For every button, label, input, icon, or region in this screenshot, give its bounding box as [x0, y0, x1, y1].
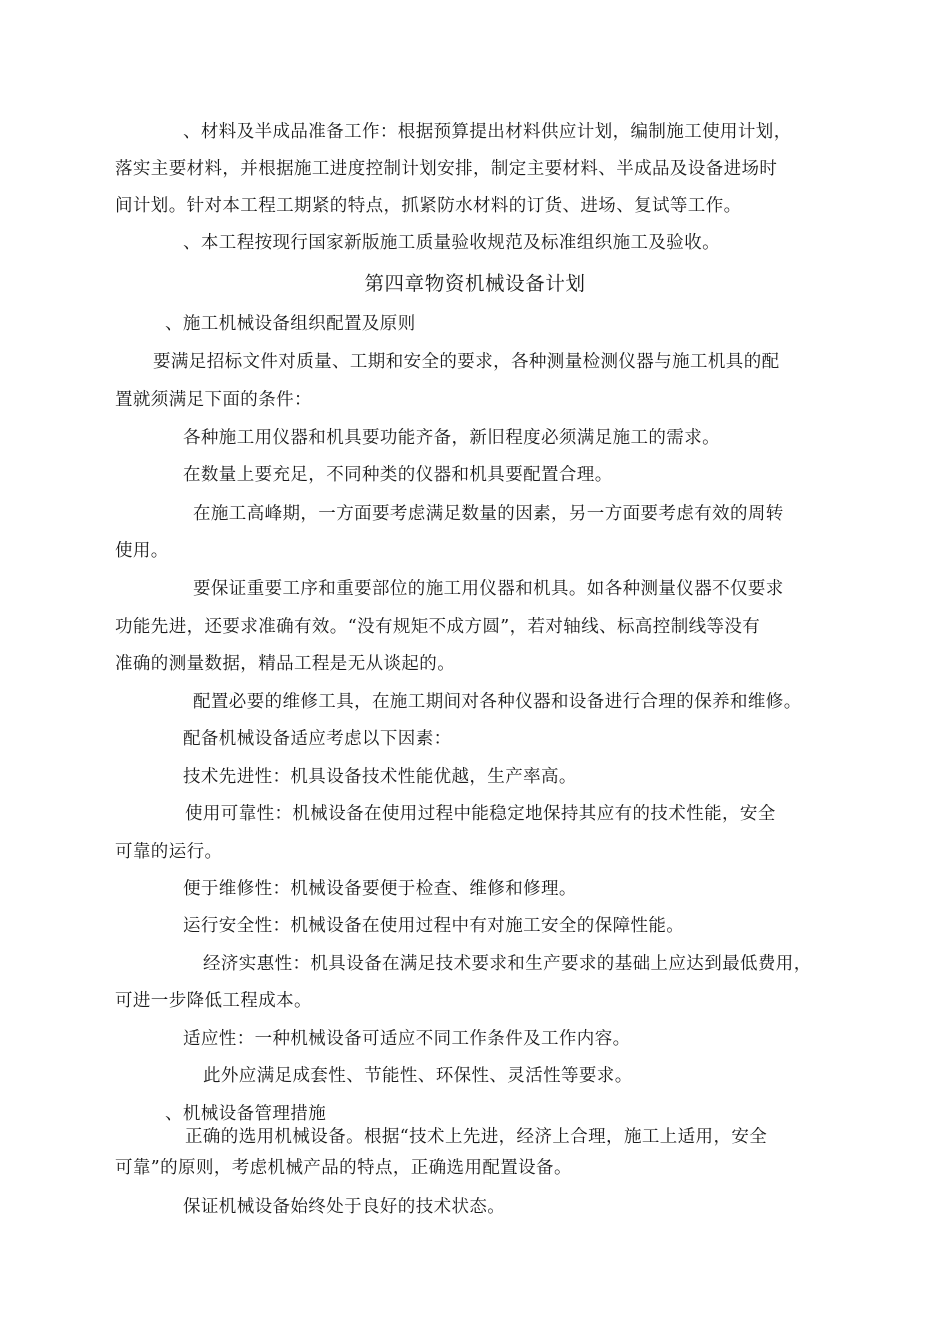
- paragraph-line: 便于维修性：机械设备要便于检查、维修和修理。: [183, 879, 577, 899]
- paragraph-line: 技术先进性：机具设备技术性能优越，生产率高。: [183, 767, 577, 787]
- paragraph-line: 正确的选用机械设备。根据“技术上先进，经济上合理，施工上适用，安全: [185, 1127, 768, 1147]
- paragraph-line: 经济实惠性：机具设备在满足技术要求和生产要求的基础上应达到最低费用，: [203, 954, 812, 974]
- paragraph-line: 可进一步降低工程成本。: [115, 991, 312, 1011]
- paragraph-line: 各种施工用仪器和机具要功能齐备，新旧程度必须满足施工的需求。: [183, 428, 720, 448]
- section-heading: 、施工机械设备组织配置及原则: [165, 314, 416, 334]
- paragraph-line: 使用可靠性：机械设备在使用过程中能稳定地保持其应有的技术性能，安全: [185, 804, 776, 824]
- paragraph-line: 使用。: [115, 541, 169, 561]
- paragraph-line: 配备机械设备适应考虑以下因素：: [183, 729, 452, 749]
- paragraph-line: 保证机械设备始终处于良好的技术状态。: [183, 1197, 506, 1217]
- paragraph-line: 落实主要材料，并根据施工进度控制计划安排，制定主要材料、半成品及设备进场时: [115, 159, 778, 179]
- chapter-title: 第四章物资机械设备计划: [364, 272, 586, 295]
- paragraph-line: 可靠的运行。: [115, 842, 223, 862]
- paragraph-line: 配置必要的维修工具，在施工期间对各种仪器和设备进行合理的保养和维修。: [193, 692, 802, 712]
- paragraph-line: 置就须满足下面的条件：: [115, 390, 312, 410]
- paragraph-line: 可靠”的原则，考虑机械产品的特点，正确选用配置设备。: [115, 1158, 572, 1178]
- paragraph-line: 间计划。针对本工程工期紧的特点，抓紧防水材料的订货、进场、复试等工作。: [115, 196, 742, 216]
- paragraph-line: 在数量上要充足，不同种类的仪器和机具要配置合理。: [183, 465, 613, 485]
- paragraph-line: 在施工高峰期，一方面要考虑满足数量的因素，另一方面要考虑有效的周转: [193, 504, 784, 524]
- paragraph-line: 适应性：一种机械设备可适应不同工作条件及工作内容。: [183, 1029, 631, 1049]
- paragraph-line: 功能先进，还要求准确有效。“没有规矩不成方圆”，若对轴线、标高控制线等没有: [115, 617, 761, 637]
- paragraph-line: 、材料及半成品准备工作：根据预算提出材料供应计划，编制施工使用计划，: [183, 122, 792, 142]
- paragraph-line: 运行安全性：机械设备在使用过程中有对施工安全的保障性能。: [183, 916, 685, 936]
- paragraph-line: 要保证重要工序和重要部位的施工用仪器和机具。如各种测量仪器不仅要求: [193, 579, 784, 599]
- paragraph-line: 要满足招标文件对质量、工期和安全的要求，各种测量检测仪器与施工机具的配: [153, 352, 780, 372]
- paragraph-line: 准确的测量数据，精品工程是无从谈起的。: [115, 654, 456, 674]
- paragraph-line: 、本工程按现行国家新版施工质量验收规范及标准组织施工及验收。: [183, 233, 720, 253]
- section-heading: 、机械设备管理措施: [165, 1104, 327, 1124]
- paragraph-line: 此外应满足成套性、节能性、环保性、灵活性等要求。: [203, 1066, 633, 1086]
